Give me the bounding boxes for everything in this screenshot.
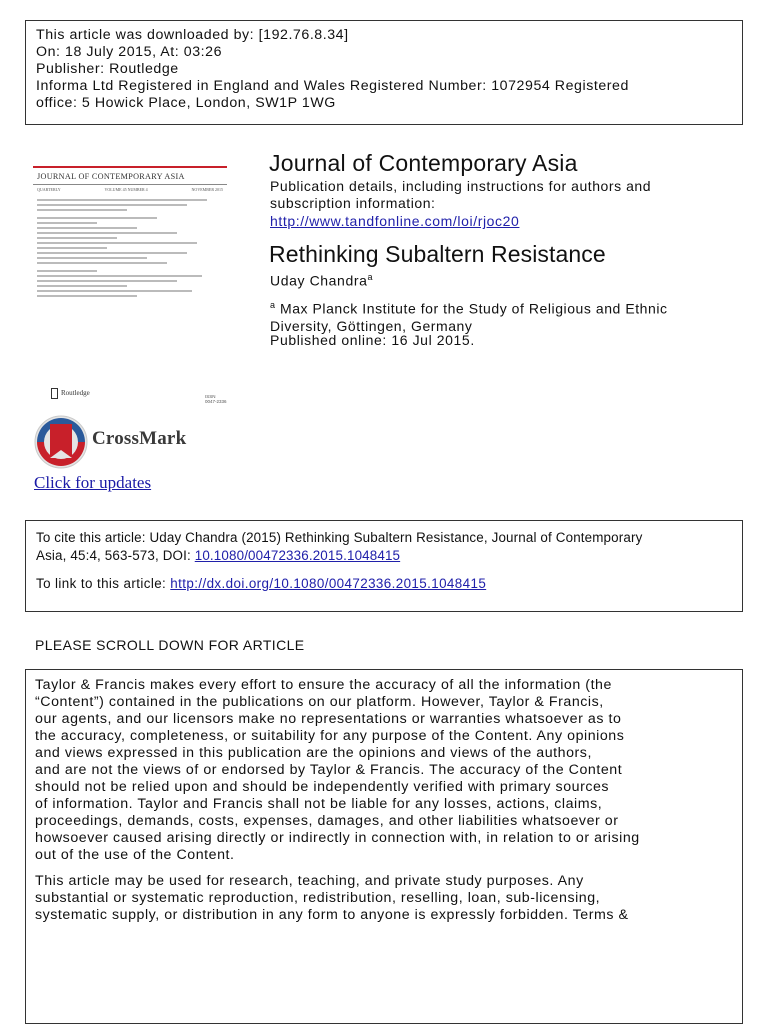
affiliation-marker: a	[270, 300, 276, 310]
cover-text-line	[37, 209, 127, 211]
office-line: office: 5 Howick Place, London, SW1P 1WG	[36, 95, 336, 111]
cover-month: NOVEMBER 2015	[191, 187, 223, 192]
cover-text-line	[37, 232, 177, 234]
disclaimer-paragraph	[35, 873, 733, 924]
disclaimer-paragraph	[35, 677, 733, 864]
publication-details-line: subscription information:	[270, 195, 436, 211]
author-name	[270, 272, 373, 289]
cover-text-line	[37, 270, 97, 272]
cover-text-line	[37, 295, 137, 297]
disclaimer-line: substantial or systematic reproduction, redistribution, reselling, loan, sub-licensing,	[35, 890, 601, 906]
disclaimer-line: and are not the views of or endorsed by Taylor & Francis. The accuracy of the Content	[35, 762, 623, 778]
citation-box	[25, 520, 743, 612]
disclaimer-line: This article may be used for research, teaching, and private study purposes. Any	[35, 873, 584, 889]
cover-text-line	[37, 227, 137, 229]
cite-text: To cite this article: Uday Chandra (2015) Rethinking Subaltern Resistance, Journal of Contemporary	[36, 530, 643, 545]
disclaimer-line: the accuracy, completeness, or suitability for any purpose of the Content. Any opinions	[35, 728, 625, 744]
publication-details	[270, 178, 651, 212]
scroll-notice: PLEASE SCROLL DOWN FOR ARTICLE	[35, 637, 305, 653]
registration-line: Informa Ltd Registered in England and Wales Registered Number: 1072954 Registered	[36, 78, 629, 94]
cover-text-line	[37, 290, 192, 292]
doi-link[interactable]: 10.1080/00472336.2015.1048415	[194, 548, 401, 563]
affiliation	[270, 297, 720, 335]
link-to-article	[36, 575, 732, 593]
cover-text-line	[37, 262, 167, 264]
cover-text-line	[37, 199, 207, 201]
disclaimer-line: systematic supply, or distribution in any form to anyone is expressly forbidden. Terms &	[35, 907, 629, 923]
cover-text-line	[37, 204, 187, 206]
link-label: To link to this article:	[36, 576, 171, 591]
cover-text-line	[37, 217, 157, 219]
cover-quarterly: QUARTERLY	[37, 187, 61, 192]
article-url-link[interactable]: http://dx.doi.org/10.1080/00472336.2015.1048415	[170, 576, 487, 591]
cover-text-line	[37, 222, 97, 224]
journal-cover-thumbnail	[33, 162, 227, 410]
cover-meta	[33, 184, 227, 196]
cover-text-line	[37, 237, 117, 239]
affiliation-line	[270, 297, 720, 318]
journal-url-link[interactable]: http://www.tandfonline.com/loi/rjoc20	[270, 213, 520, 229]
published-date: Published online: 16 Jul 2015.	[270, 332, 475, 348]
disclaimer-line: our agents, and our licensors make no representations or warranties whatsoever as to	[35, 711, 622, 727]
disclaimer-line: should not be relied upon and should be independently verified with primary sources	[35, 779, 610, 795]
disclaimer-line: out of the use of the Content.	[35, 847, 235, 863]
disclaimer-line: howsoever caused arising directly or indirectly in connection with, in relation to or arising	[35, 830, 640, 846]
cover-text-line	[37, 242, 197, 244]
author-affil-marker: a	[367, 272, 374, 282]
download-date: On: 18 July 2015, At: 03:26	[36, 44, 223, 60]
author-name-text: Uday Chandra	[270, 272, 368, 289]
cover-text-line	[37, 285, 127, 287]
disclaimer-line: Taylor & Francis makes every effort to ensure the accuracy of all the information (the	[35, 677, 612, 693]
cover-volume: VOLUME 45 NUMBER 4	[104, 187, 148, 192]
click-for-updates-link[interactable]: Click for updates	[34, 473, 152, 492]
disclaimer-box	[25, 669, 743, 1024]
disclaimer-line: “Content”) contained in the publications on our platform. However, Taylor & Francis,	[35, 694, 604, 710]
journal-title: Journal of Contemporary Asia	[269, 150, 578, 176]
cover-text-line	[37, 275, 202, 277]
publisher-line: Publisher: Routledge	[36, 61, 179, 77]
article-title: Rethinking Subaltern Resistance	[269, 241, 606, 267]
cover-text-line	[37, 280, 177, 282]
download-line: This article was downloaded by: [192.76.8.34]	[36, 27, 349, 43]
cover-text-line	[37, 252, 187, 254]
affiliation-text: Max Planck Institute for the Study of Religious and Ethnic	[275, 300, 668, 317]
download-info-box	[25, 20, 743, 125]
crossmark-label[interactable]: CrossMark	[92, 428, 187, 449]
cover-text-line	[37, 247, 107, 249]
cover-title: JOURNAL OF CONTEMPORARY ASIA	[37, 172, 185, 181]
disclaimer-line: proceedings, demands, costs, expenses, damages, and other liabilities whatsoever or	[35, 813, 619, 829]
cover-publisher	[51, 388, 90, 399]
disclaimer-line: and views expressed in this publication are the opinions and views of the authors,	[35, 745, 592, 761]
cover-issn: ISSN 0047-2336	[205, 394, 227, 404]
affiliation-line: Diversity, Göttingen, Germany	[270, 317, 473, 334]
cite-text-line2: Asia, 45:4, 563-573, DOI:	[36, 548, 195, 563]
cover-text-line	[37, 257, 147, 259]
cite-text-continued	[36, 547, 732, 565]
routledge-logo-icon	[51, 388, 58, 399]
disclaimer-line: of information. Taylor and Francis shall not be liable for any losses, actions, claims,	[35, 796, 603, 812]
publication-details-line: Publication details, including instructions for authors and	[270, 178, 652, 194]
cover-publisher-name: Routledge	[61, 389, 90, 398]
